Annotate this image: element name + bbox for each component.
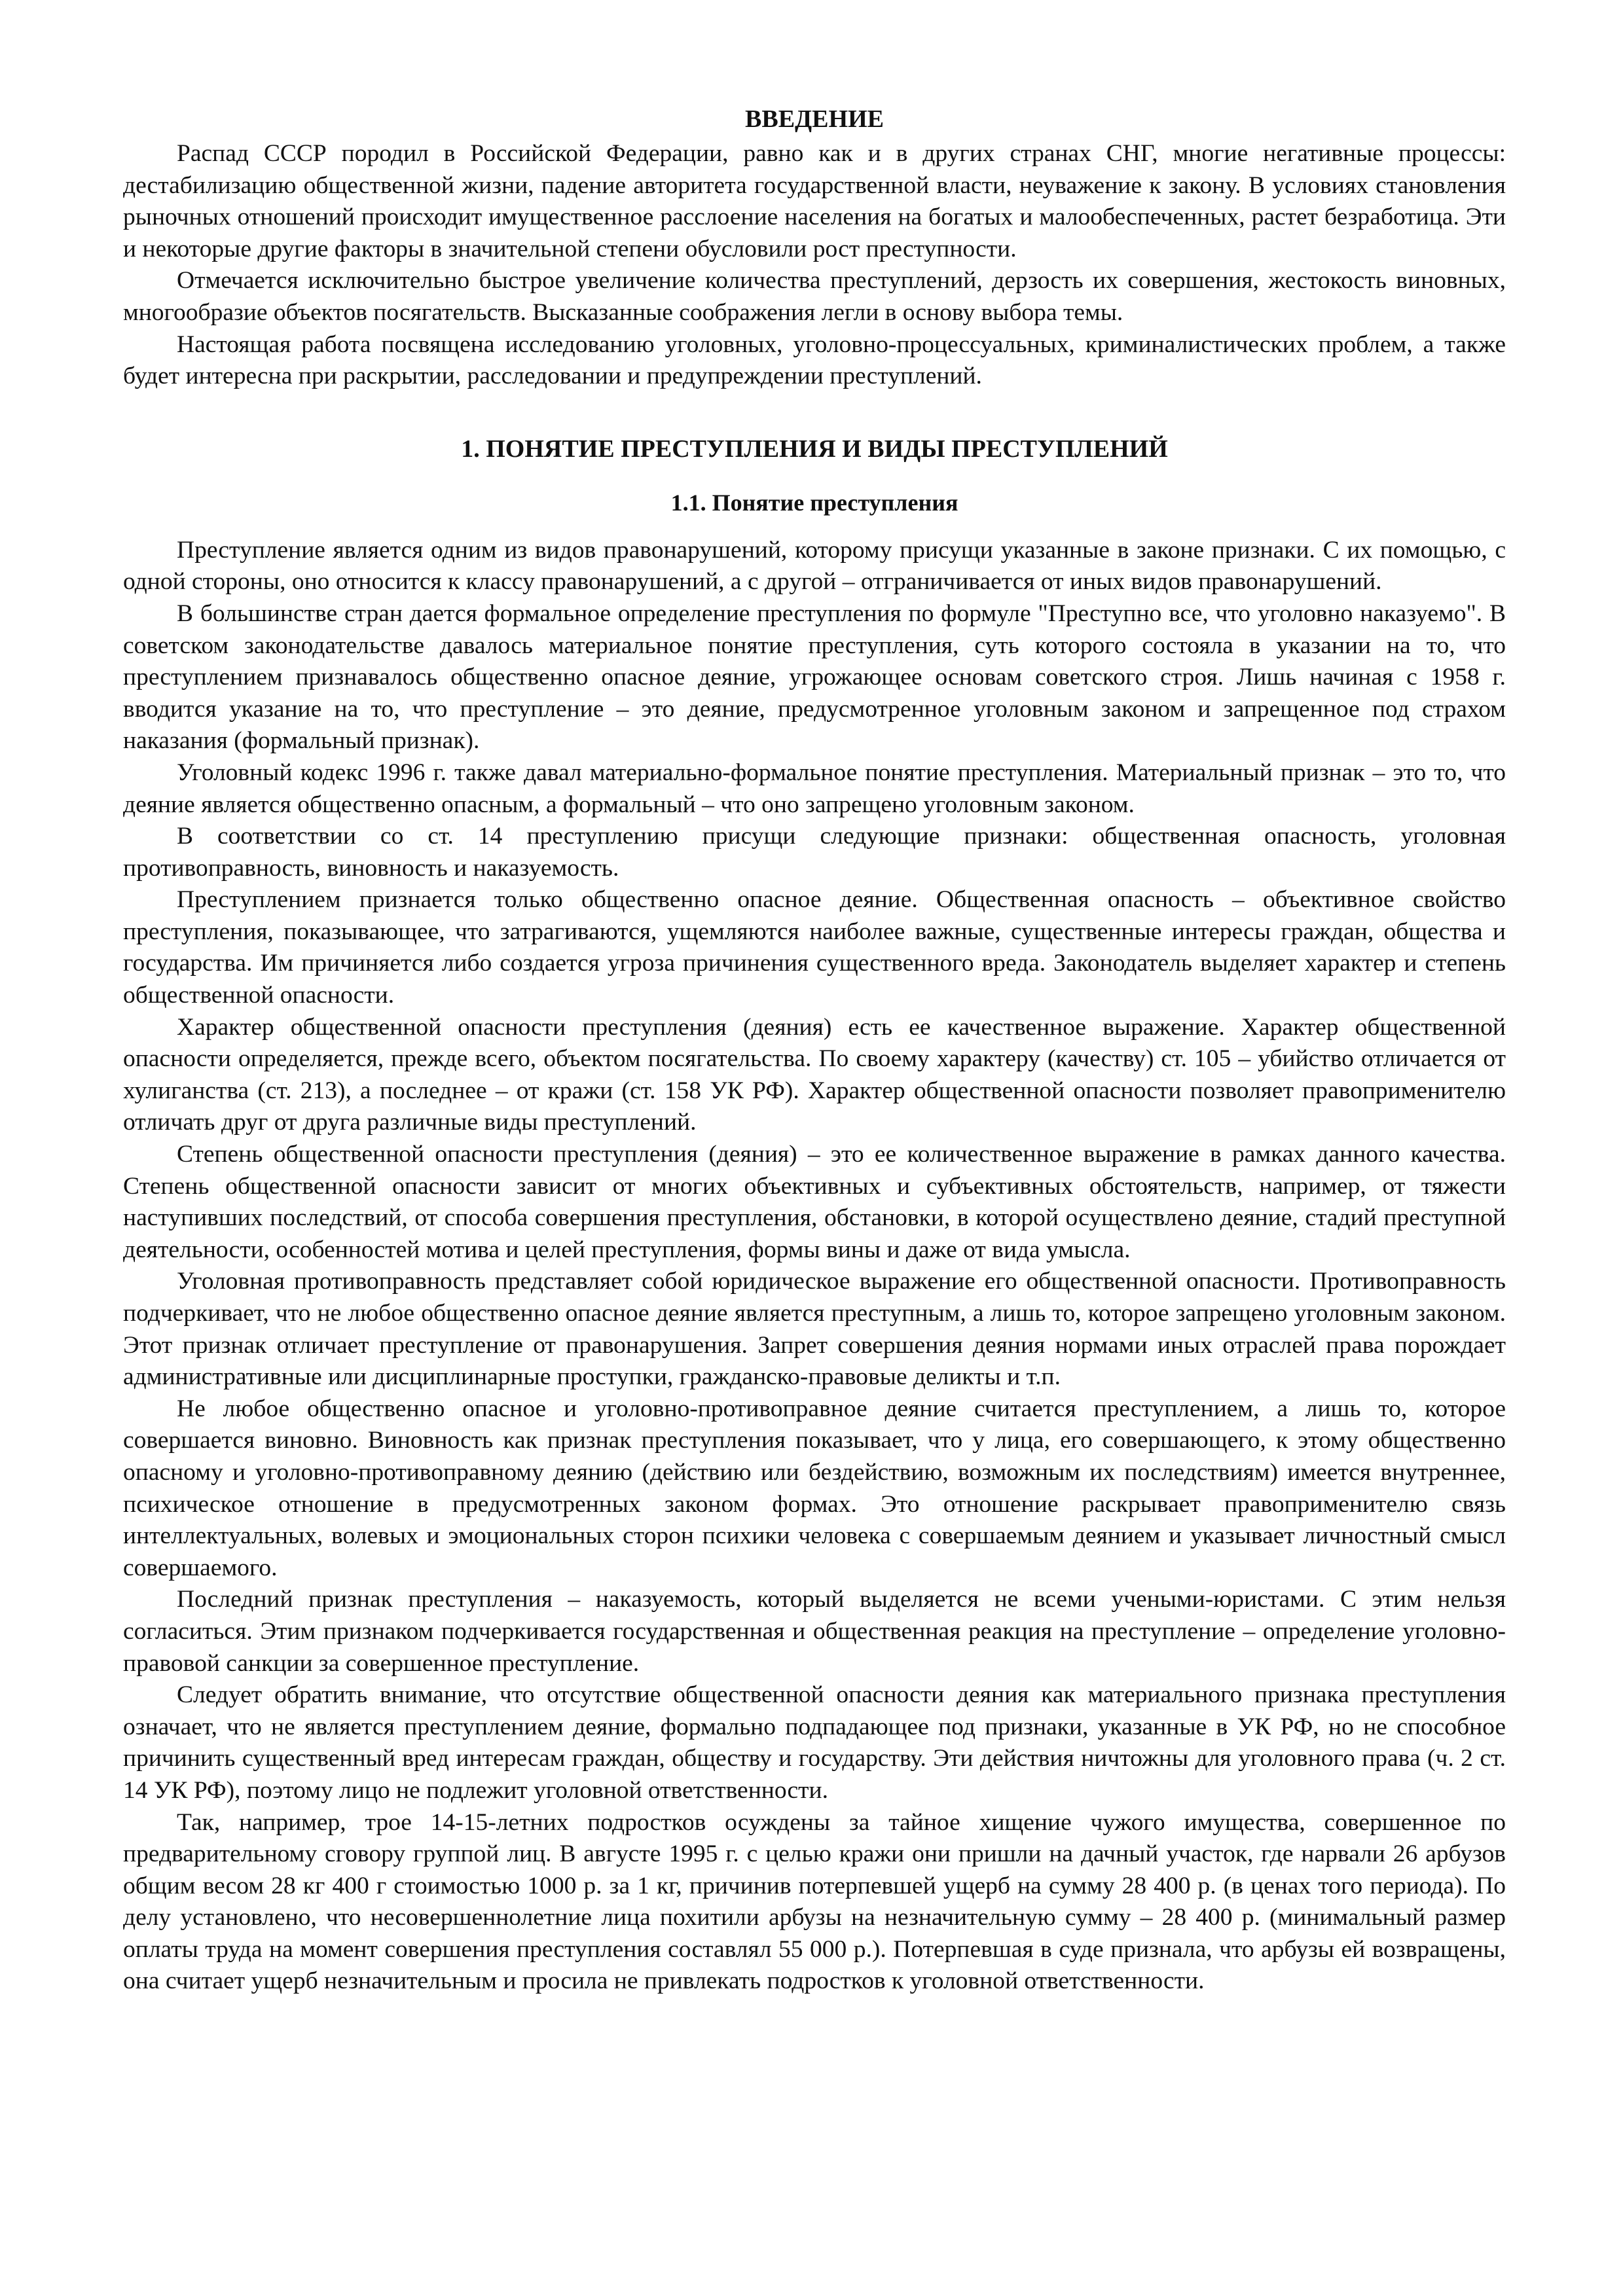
body-paragraph: В большинстве стран дается формальное определение преступления по формуле "Преступно все, что уголовно наказуемо". В советском законодательстве давалось материальное понятие преступления, суть которого состояла в указании на то, что преступлением признавалось общественно опасное деяние, угрожающее основам советского строя. Лишь начиная с 1958 г. вводится указание на то, что преступление – это деяние, предусмотренное уголовным законом и запрещенное под страхом наказания (формальный признак). xyxy=(123,600,1506,755)
body-paragraph: Преступление является одним из видов правонарушений, которому присущи указанные в законе признаки. С их помощью, с одной стороны, оно относится к классу правонарушений, а с другой – отграничивается от иных видов правонарушений. xyxy=(123,536,1506,596)
body-paragraph: Степень общественной опасности преступления (деяния) – это ее количественное выражение в рамках данного качества. Степень общественной опасности зависит от многих объективных и субъективных обстоятельств, например, от тяжести наступивших последствий, от способа совершения преступления, обстановки, в которой осуществлено деяние, стадий преступной деятельности, особенностей мотива и целей преступления, формы вины и даже от вида умысла. xyxy=(123,1141,1506,1263)
intro-paragraph: Настоящая работа посвящена исследованию уголовных, уголовно-процессуальных, криминалистических проблем, а также будет интересна при раскрытии, расследовании и предупреждении преступлений. xyxy=(123,331,1506,390)
body-paragraph: В соответствии со ст. 14 преступлению присущи следующие признаки: общественная опасность, уголовная противоправность, виновность и наказуемость. xyxy=(123,823,1506,882)
body-paragraph: Следует обратить внимание, что отсутствие общественной опасности деяния как материального признака преступления означает, что не является преступлением деяние, формально подпадающее под признаки, указанные в УК РФ, но не способное причинить существенный вред интересам граждан, обществу и государству. Эти действия ничтожны для уголовного права (ч. 2 ст. 14 УК РФ), поэтому лицо не подлежит уголовной ответственности. xyxy=(123,1681,1506,1804)
body-paragraph: Уголовный кодекс 1996 г. также давал материально-формальное понятие преступления. Материальный признак – это то, что деяние является общественно опасным, а формальный – что оно запрещено уголовным законом. xyxy=(123,759,1506,818)
body-paragraph: Преступлением признается только общественно опасное деяние. Общественная опасность – объективное свойство преступления, показывающее, что затрагиваются, ущемляются наиболее важные, существенные интересы граждан, общества и государства. Им причиняется либо создается угроза причинения существенного вреда. Законодатель выделяет характер и степень общественной опасности. xyxy=(123,886,1506,1009)
body-paragraph: Так, например, трое 14-15-летних подростков осуждены за тайное хищение чужого имущества, совершенное по предварительному сговору группой лиц. В августе 1995 г. с целью кражи они пришли на дачный участок, где нарвали 26 арбузов общим весом 28 кг 400 г стоимостью 1000 р. за 1 кг, причинив потерпевшей ущерб на сумму 28 400 р. (в ценах того периода). По делу установлено, что несовершеннолетние лица похитили арбузы на незначительную сумму – 28 400 р. (минимальный размер оплаты труда на момент совершения преступления составлял 55 000 р.). Потерпевшая в суде признала, что арбузы ей возвращены, она считает ущерб незначительным и просила не привлекать подростков к уголовной ответственности. xyxy=(123,1808,1506,1995)
body-paragraph: Последний признак преступления – наказуемость, который выделяется не всеми учеными-юристами. С этим нельзя согласиться. Этим признаком подчеркивается государственная и общественная реакция на преступление – определение уголовно-правовой санкции за совершенное преступление. xyxy=(123,1586,1506,1677)
body-paragraph: Уголовная противоправность представляет собой юридическое выражение его общественной опасности. Противоправность подчеркивает, что не любое общественно опасное деяние является преступным, а лишь то, которое запрещено уголовным законом. Этот признак отличает преступление от правонарушения. Запрет совершения деяния нормами иных отраслей права порождает административные или дисциплинарные проступки, гражданско-правовые деликты и т.п. xyxy=(123,1268,1506,1391)
intro-title: ВВЕДЕНИЕ xyxy=(745,105,884,133)
intro-paragraph: Отмечается исключительно быстрое увеличение количества преступлений, дерзость их совершения, жестокость виновных, многообразие объектов посягательств. Высказанные соображения легли в основу выбора темы. xyxy=(123,267,1506,326)
chapter-title: 1. ПОНЯТИЕ ПРЕСТУПЛЕНИЯ И ВИДЫ ПРЕСТУПЛЕНИЙ xyxy=(461,435,1168,463)
intro-paragraph: Распад СССР породил в Российской Федерации, равно как и в других странах СНГ, многие негативные процессы: дестабилизацию общественной жизни, падение авторитета государственной власти, неуважение к закону. В условиях становления рыночных отношений происходит имущественное расслоение населения на богатых и малообеспеченных, растет безработица. Эти и некоторые другие факторы в значительной степени обусловили рост преступности. xyxy=(123,140,1506,262)
document-page xyxy=(123,103,1506,1998)
section-title: 1.1. Понятие преступления xyxy=(670,489,958,516)
body-paragraph: Характер общественной опасности преступления (деяния) есть ее качественное выражение. Характер общественной опасности определяется, прежде всего, объектом посягательства. По своему характеру (качеству) ст. 105 – убийство отличается от хулиганства (ст. 213), а последнее – от кражи (ст. 158 УК РФ). Характер общественной опасности позволяет правоприменителю отличать друг от друга различные виды преступлений. xyxy=(123,1013,1506,1136)
body-paragraph: Не любое общественно опасное и уголовно-противоправное деяние считается преступлением, а лишь то, которое совершается виновно. Виновность как признак преступления показывает, что у лица, его совершающего, к этому общественно опасному и уголовно-противоправному деянию (действию или бездействию, возможным их последствиям) имеется внутреннее, психическое отношение в предусмотренных законом формах. Это отношение раскрывает правоприменителю связь интеллектуальных, волевых и эмоциональных сторон психики человека с совершаемым деянием и указывает личностный смысл совершаемого. xyxy=(123,1395,1506,1581)
